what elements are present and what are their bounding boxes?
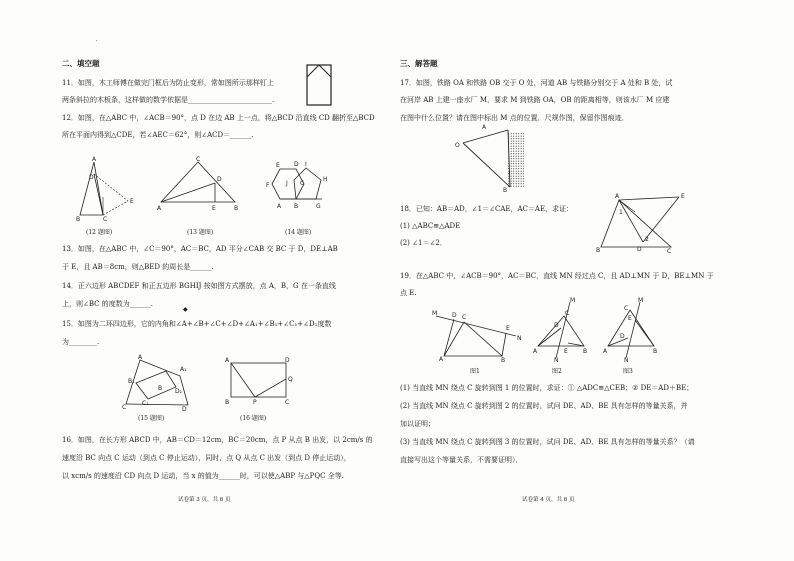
q14-line1: 14．正六边形 ABCDEF 和正五边形 BGHIJ 按如图方式摆放，点 A，B，G 在一条直线 xyxy=(62,282,336,290)
q17-line2: 在河岸 AB 上建一座水厂 M，要求 M 到铁路 OA，OB 的距离相等，则该水厂 M 应建 xyxy=(400,96,670,104)
q19-part3-line1: (3) 当直线 MN 绕点 C 旋转到图 3 的位置时，试问 DE、AD、BE 具有怎样的等量关系？（请 xyxy=(400,438,695,446)
q19-fig3-caption: 图3 xyxy=(623,368,633,375)
page-footer: 试卷第 4 页，共 6 页 xyxy=(522,497,575,503)
svg-text:C: C xyxy=(196,156,201,163)
svg-text:D: D xyxy=(285,357,290,364)
scan-mark: ◆ xyxy=(183,306,188,313)
svg-text:C: C xyxy=(667,248,672,255)
svg-text:D: D xyxy=(182,406,187,413)
svg-text:N: N xyxy=(554,357,559,364)
svg-text:A: A xyxy=(92,156,97,163)
section-fill-blank: 二、填空题 xyxy=(62,59,100,68)
svg-text:A: A xyxy=(138,354,143,361)
q18-figure xyxy=(595,192,690,254)
svg-text:A: A xyxy=(482,124,487,131)
q12-caption: (12 题图) xyxy=(86,229,113,236)
svg-text:C: C xyxy=(103,216,108,223)
svg-text:C: C xyxy=(122,404,127,411)
svg-text:A: A xyxy=(615,193,620,200)
svg-text:E: E xyxy=(628,315,632,322)
q18-item2: (2) ∠1＝∠2． xyxy=(400,239,447,247)
q18-line1: 18．已知：AB＝AD，∠1＝∠CAE，AC＝AE，求证： xyxy=(400,205,574,213)
q16-line2: 速度沿 BC 向点 C 运动（到点 C 停止运动），同时，点 Q 从点 C 出发（到点 D 停止运动）， xyxy=(62,454,351,462)
svg-text:A: A xyxy=(439,356,444,363)
q14-line2: 上，则∠BC 的度数为______. xyxy=(62,300,153,308)
q16-line1: 16．如图，在长方形 ABCD 中，AB＝CD＝12cm，BC＝20cm，点 P 从点 B 出发，以 2cm/s 的 xyxy=(62,436,373,444)
svg-text:E: E xyxy=(681,193,685,200)
svg-text:A: A xyxy=(277,203,282,210)
svg-text:C: C xyxy=(300,180,305,187)
svg-text:A: A xyxy=(533,348,538,355)
svg-text:B: B xyxy=(501,357,506,364)
q17-figure xyxy=(455,125,545,195)
q19-line2: 点 E. xyxy=(400,289,417,297)
q15-line1: 15．如图为二环四边形，它的内角和∠A+∠B+∠C+∠D+∠A₁+∠B₁+∠C₁+∠D₁度数 xyxy=(62,320,332,328)
svg-text:C: C xyxy=(624,305,629,312)
q19-fig1-caption: 图1 xyxy=(470,368,480,375)
svg-text:A: A xyxy=(157,205,162,212)
q11-line2: 两条斜拉的木板条，这样做的数学依据是________________________. xyxy=(62,96,275,104)
q13-line1: 13．如图，在△ABC 中，∠C＝90°，AC＝BC，AD 平分∠CAB 交 BC 于 D，DE⊥AB xyxy=(62,245,338,253)
svg-text:D: D xyxy=(294,161,299,168)
q19-part1: (1) 当直线 MN 绕点 C 旋转到图 1 的位置时，求证：① △ADC≌△CEB；② DE＝AD＋BE； xyxy=(400,384,694,392)
svg-text:M: M xyxy=(638,297,644,304)
q19-part3-line2: 直接写出这个等量关系，不需要证明）． xyxy=(400,456,523,464)
svg-text:A₁: A₁ xyxy=(180,366,187,373)
svg-text:E: E xyxy=(506,325,510,332)
q12-figure xyxy=(72,157,142,225)
q12-line1: 12．如图，在△ABC 中，∠ACB＝90°，点 D 在边 AB 上一点，将△BCD 沿直线 CD 翻折至△BCD xyxy=(62,114,375,122)
scan-mark: ′ xyxy=(96,40,98,47)
svg-text:C: C xyxy=(285,399,290,406)
q16-caption: (16 题图) xyxy=(240,415,267,422)
svg-text:C₁: C₁ xyxy=(142,400,149,407)
svg-text:G: G xyxy=(316,203,321,210)
svg-text:I: I xyxy=(305,161,307,168)
svg-text:M: M xyxy=(432,310,438,317)
q16-figure xyxy=(222,357,297,407)
q13-line2: 于 E，且 AB＝8cm，则△BED 的周长是______. xyxy=(62,263,214,271)
svg-text:A: A xyxy=(225,357,230,364)
q11-line1: 11．如图，木工师傅在做完门框后为防止变形，常如图所示那样钉上 xyxy=(62,79,274,87)
svg-text:E: E xyxy=(130,198,134,205)
svg-text:F: F xyxy=(266,182,270,189)
svg-text:E: E xyxy=(564,348,568,355)
svg-text:H: H xyxy=(323,176,328,183)
svg-text:D: D xyxy=(217,176,222,183)
q15-caption: (15 题图) xyxy=(138,415,165,422)
svg-text:O: O xyxy=(455,142,460,149)
svg-text:D: D xyxy=(554,322,559,329)
svg-text:1: 1 xyxy=(619,209,623,216)
q19-figure-3 xyxy=(602,298,662,363)
q19-line1: 19．在△ABC 中，∠ACB＝90°，AC＝BC，直线 MN 经过点 C，且 AD⊥MN 于 D，BE⊥MN 于 xyxy=(400,272,714,280)
svg-text:D₁: D₁ xyxy=(175,388,183,395)
q14-caption: (14 题图) xyxy=(285,229,312,236)
q15-figure xyxy=(118,354,193,413)
page-footer: 试卷第 3 页，共 6 页 xyxy=(178,497,231,503)
q17-line1: 17．如图，铁路 OA 和铁路 OB 交于 O 处，河道 AB 与铁路分别交于 A 处和 B 处，试 xyxy=(400,79,673,87)
q18-item1: (1) △ABC≌△ADE xyxy=(400,222,461,230)
svg-text:2: 2 xyxy=(645,236,649,243)
q17-line3: 在图中什么位置？请在图中标出 M 点的位置．尺规作图，保留作图痕迹． xyxy=(400,114,629,122)
svg-text:D: D xyxy=(89,174,94,181)
svg-text:B: B xyxy=(503,187,508,194)
q19-figure-2 xyxy=(532,298,592,363)
q19-part2-line1: (2) 当直线 MN 绕点 C 旋转到图 2 的位置时，试问 DE、AD、BE 具有怎样的等量关系，并 xyxy=(400,402,688,410)
svg-text:A: A xyxy=(603,348,608,355)
svg-text:M: M xyxy=(570,297,576,304)
svg-text:J: J xyxy=(286,180,288,187)
svg-text:B: B xyxy=(653,348,658,355)
q13-caption: (13 题图) xyxy=(187,229,214,236)
svg-text:B: B xyxy=(158,385,163,392)
svg-text:D: D xyxy=(620,333,625,340)
svg-text:D: D xyxy=(637,246,642,253)
svg-text:B: B xyxy=(225,399,230,406)
right-page xyxy=(397,0,794,561)
section-answer: 三、解答题 xyxy=(400,59,438,68)
svg-text:E: E xyxy=(212,205,216,212)
svg-text:N: N xyxy=(517,335,522,342)
door-frame-figure xyxy=(305,62,335,107)
q19-part2-line2: 加以证明； xyxy=(400,420,435,428)
q19-figure-1 xyxy=(432,308,527,363)
q12-line2: 所在平面内得到△CDE，若∠AEC＝62°，则∠ACD＝______. xyxy=(62,131,254,139)
svg-text:B₁: B₁ xyxy=(128,378,135,385)
q13-figure xyxy=(155,157,245,217)
svg-text:B: B xyxy=(76,216,81,223)
svg-text:B: B xyxy=(234,205,239,212)
svg-text:B: B xyxy=(583,348,588,355)
svg-text:D: D xyxy=(452,312,457,319)
svg-text:C: C xyxy=(462,314,467,321)
svg-text:N: N xyxy=(624,357,629,364)
q16-line3: 以 xcm/s 的速度沿 CD 向点 D 运动，当 x 的值为______时，可以使△ABP 与△PQC 全等. xyxy=(62,472,344,480)
svg-text:C: C xyxy=(565,310,570,317)
svg-text:B: B xyxy=(294,203,299,210)
svg-text:E: E xyxy=(276,162,280,169)
q15-line2: 为________. xyxy=(62,338,100,346)
svg-text:Q: Q xyxy=(288,376,293,383)
svg-text:P: P xyxy=(253,399,257,406)
svg-text:B: B xyxy=(596,247,601,254)
q14-figure xyxy=(262,158,332,213)
q19-fig2-caption: 图2 xyxy=(552,368,562,375)
